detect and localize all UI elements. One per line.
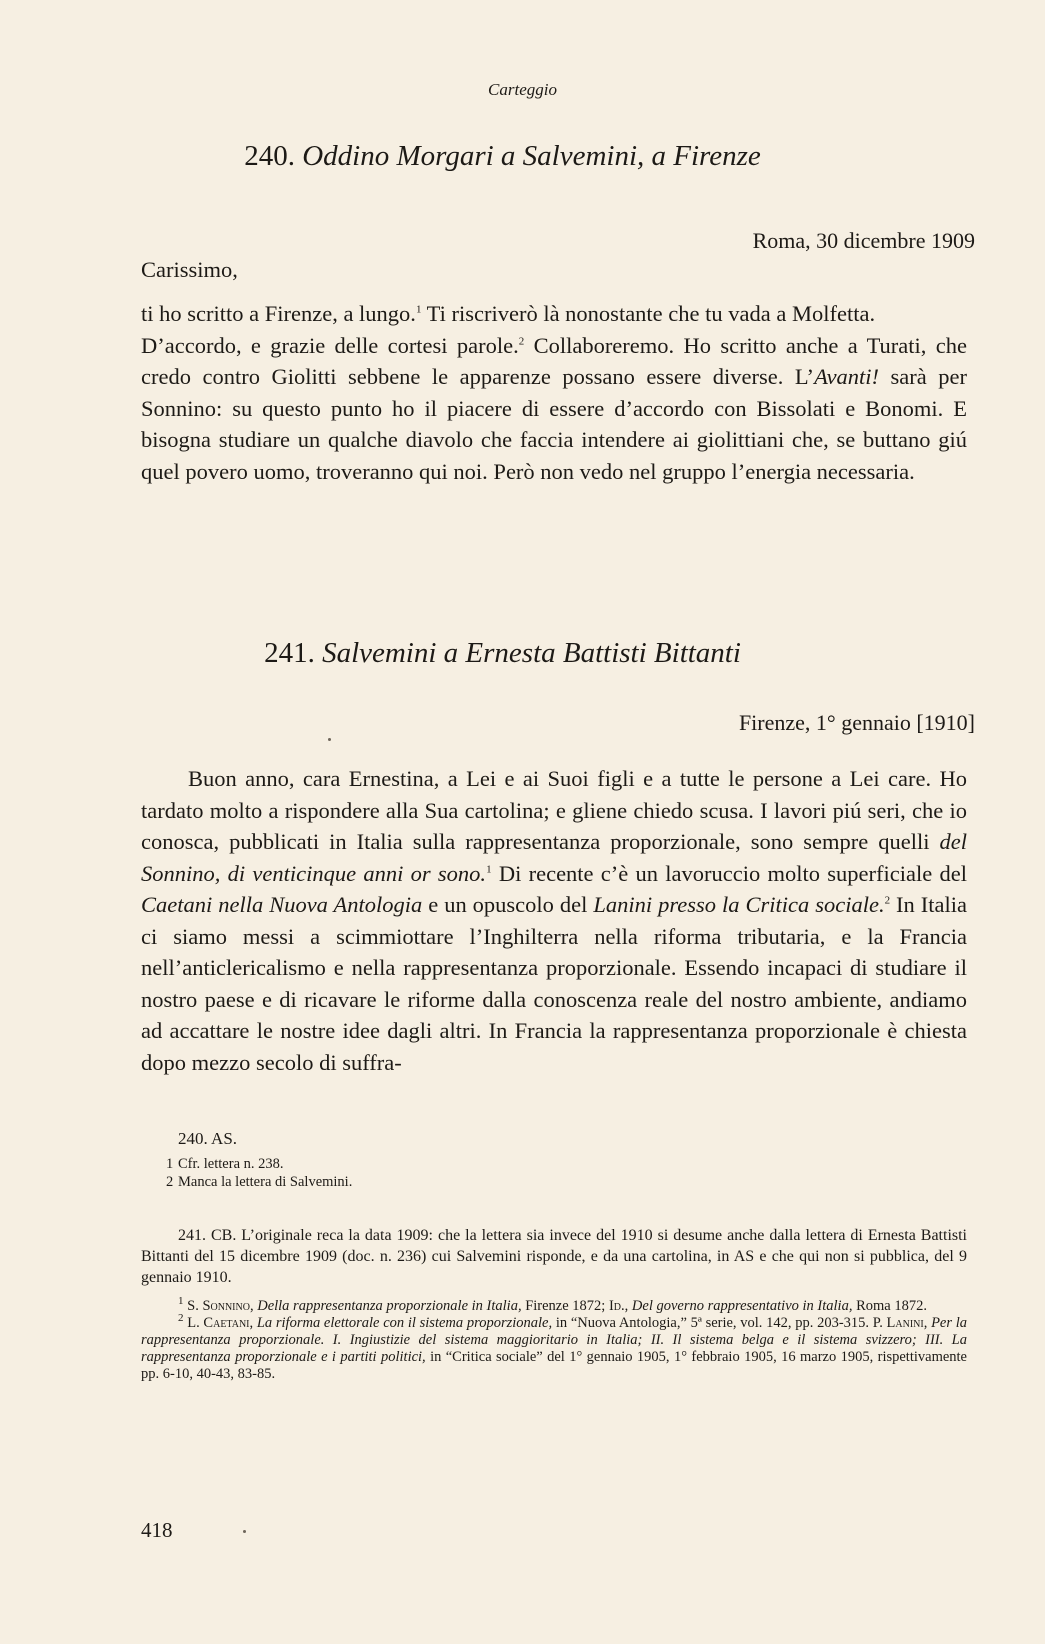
notes-240 bbox=[141, 1128, 967, 1191]
footnote-ref: 2 bbox=[518, 335, 525, 347]
note-241-2 bbox=[141, 1312, 968, 1383]
notes-241 bbox=[141, 1225, 967, 1383]
letter-240-paragraph-2 bbox=[141, 330, 967, 488]
footnote-ref: 2 bbox=[884, 894, 891, 907]
text-run: L. bbox=[183, 1315, 204, 1331]
work-title: Della rappresentanza proporzionale in Italia, bbox=[257, 1298, 522, 1314]
work-title: Per la rappresentanza proporzionale. I. Ingiustizie del sistema maggioritario in Italia; II. Il sistema belga e il sistema svizzero; III. La rappresentanza proporzionale e i partiti politici, bbox=[141, 1315, 968, 1365]
running-head: Carteggio bbox=[488, 80, 557, 99]
text-run: S. bbox=[183, 1298, 203, 1314]
text-run: Roma 1872. bbox=[852, 1298, 927, 1314]
work-title: Del governo rappresentativo in Italia, bbox=[631, 1298, 853, 1314]
letter-240-paragraph-1 bbox=[141, 298, 967, 330]
letter-240-number: 240. bbox=[244, 140, 295, 172]
author-name: Lanini bbox=[886, 1315, 924, 1331]
text-run: , bbox=[923, 1315, 932, 1331]
footnote-ref: 1 bbox=[486, 863, 492, 875]
note-241-1 bbox=[141, 1295, 967, 1315]
letter-240-body bbox=[141, 298, 967, 487]
text-run: , bbox=[249, 1298, 258, 1314]
author-name: Caetani bbox=[203, 1315, 250, 1331]
italic-run: Lanini presso la Critica sociale. bbox=[593, 892, 885, 917]
text-run: , bbox=[249, 1315, 257, 1331]
text-run: ti ho scritto a Firenze, a lungo. bbox=[141, 301, 416, 326]
author-name: Id. bbox=[608, 1298, 625, 1314]
note-text: Cfr. lettera n. 238. bbox=[178, 1156, 284, 1172]
note-text: L’originale reca la data 1909: che la lettera sia invece del 1910 si desume anche dalla lettera di Ernesta Battisti Bittanti del 15 dicembre 1909 (doc. n. 236) cui Salvemini risponde, e da una cartolina, in AS e che qui non si pubblica, del 9 gennaio 1910. bbox=[141, 1227, 968, 1286]
footnote-ref: 1 bbox=[415, 303, 422, 316]
letter-241-title: Salvemini a Ernesta Battisti Bittanti bbox=[322, 637, 741, 669]
letter-241-place-date: Firenze, 1° gennaio [1910] bbox=[738, 710, 975, 735]
note-key: 2 bbox=[178, 1312, 184, 1325]
notes-241-archival bbox=[141, 1225, 967, 1288]
note-key: 1 bbox=[178, 1295, 184, 1308]
text-run: in “Critica sociale” del 1° gennaio 1905, 1° febbraio 1905, 16 marzo 1905, rispettivamente pp. 6-10, 40-43, 83-85. bbox=[141, 1349, 967, 1382]
letter-241-number: 241. bbox=[264, 637, 315, 669]
italic-run: Avanti! bbox=[814, 364, 880, 389]
notes-241-head: 241. CB. bbox=[178, 1227, 237, 1244]
text-run: Buon anno, cara Ernestina, a Lei e ai Suoi figli e a tutte le persone a Lei care. Ho tardato molto a rispondere alla Sua cartolina; e gliene chiedo scusa. I lavori piú seri, che io conosca, pubblicati in Italia sulla rappresentanza proporzionale, sono sempre quelli bbox=[141, 766, 967, 854]
text-run: Ti riscriverò là nonostante che tu vada a Molfetta. bbox=[421, 301, 876, 326]
letter-240-place-date: Roma, 30 dicembre 1909 bbox=[752, 228, 975, 253]
letter-240-heading bbox=[0, 140, 1025, 173]
notes-240-head: 240. AS. bbox=[178, 1129, 238, 1148]
author-name: Sonnino bbox=[202, 1298, 250, 1314]
letter-241-body bbox=[141, 763, 967, 1078]
letter-240-salutation: Carissimo, bbox=[141, 257, 238, 282]
note-text: Manca la lettera di Salvemini. bbox=[178, 1174, 353, 1190]
letter-240-title: Oddino Morgari a Salvemini, a Firenze bbox=[302, 140, 761, 172]
text-run: In Italia ci siamo messi a scimmiottare l’Inghilterra nella riforma tributaria, e la Francia nell’anticlericalismo e nella rappresentanza proporzionale. Essendo incapaci di studiare il nostro paese e di ricavare le riforme dalla conoscenza reale del nostro ambiente, andiamo ad accattare le nostre idee dagli altri. In Francia la rappresentanza proporzionale è chiesta dopo mezzo secolo di suffra- bbox=[141, 892, 967, 1075]
letter-241-paragraph bbox=[141, 763, 967, 1078]
ink-speck bbox=[243, 1530, 246, 1533]
notes-241-references bbox=[141, 1295, 968, 1383]
note-key: 1 bbox=[166, 1156, 174, 1172]
text-run: Firenze 1872; bbox=[521, 1298, 609, 1314]
text-run: e un opuscolo del bbox=[422, 892, 594, 917]
italic-run: Caetani nella Nuova Antologia bbox=[141, 892, 423, 917]
note-240-1 bbox=[141, 1155, 967, 1173]
letter-241-heading bbox=[0, 637, 1025, 670]
text-run: sarà per Sonnino: su questo punto ho il piacere di essere d’accordo con Bissolati e Bonomi. E bisogna studiare un qualche diavolo che faccia intendere ai giolittiani che, se buttano giú quel povero uomo, troveranno qui noi. Però non vedo nel gruppo l’energia necessaria. bbox=[141, 364, 967, 484]
ink-speck bbox=[328, 738, 331, 741]
text-run: Collaboreremo. Ho scritto anche a Turati, che credo contro Giolitti sebbene le apparenze possano essere diverse. L’ bbox=[141, 332, 967, 389]
text-run: D’accordo, e grazie delle cortesi parole. bbox=[141, 332, 519, 358]
text-run: Di recente c’è un lavoruccio molto superficiale del bbox=[491, 860, 968, 886]
page-number: 418 bbox=[141, 1518, 173, 1542]
text-run: in “Nuova Antologia,” 5ª serie, vol. 142, pp. 203-315. P. bbox=[552, 1315, 887, 1331]
text-run: , bbox=[624, 1298, 632, 1314]
note-240-2 bbox=[141, 1173, 967, 1191]
note-key: 2 bbox=[166, 1174, 174, 1190]
italic-run: del Sonnino, di venticinque anni or sono. bbox=[141, 829, 967, 886]
work-title: La riforma elettorale con il sistema proporzionale, bbox=[256, 1315, 553, 1331]
